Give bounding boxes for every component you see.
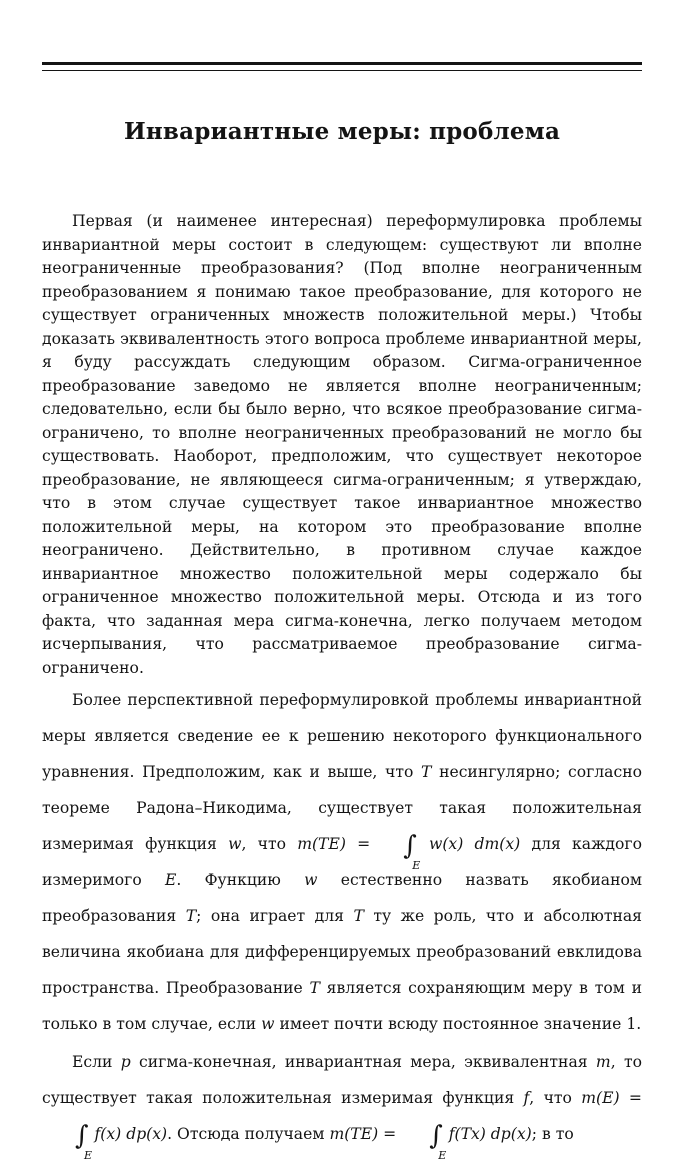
formula-transformed-rhs: f(Tx) dp(x) (448, 1125, 532, 1143)
integral-subscript-2: E (84, 1149, 93, 1162)
p2-text-7: ; она играет для (196, 907, 344, 925)
var-T: T (421, 763, 432, 781)
formula-jacobian-lhs: m(TE) = (297, 835, 371, 853)
var-w-3: w (261, 1015, 275, 1033)
p2-text-6: естественно назвать якобианом преобразования (42, 871, 642, 925)
var-T-2: T (185, 907, 197, 925)
p2-text-5: . Функцию (176, 871, 281, 889)
var-w-2: w (304, 871, 318, 889)
integral-sign-3 (399, 1121, 447, 1162)
integral-sign (373, 831, 421, 872)
paragraph-2 (42, 682, 642, 1042)
p2-text-8: ту же роль, что и абсолютная величина якобиана для дифференцируемых преобразований евклидова пространства. Преобразование (42, 907, 642, 997)
top-rule-thick (42, 62, 642, 65)
var-p: p (120, 1053, 131, 1071)
integral-glyph-2: ∫ (75, 1121, 89, 1151)
p2-text-2: несингулярно; согласно теореме Радона–Никодима, существует такая положительная измеримая функция (42, 763, 642, 853)
p2-text-1: Более перспективной переформулировкой проблемы инвариантной меры является сведение ее к решению некоторого функционального уравнения. Предположим, как и выше, что (42, 691, 642, 781)
p2-text-3: , что (241, 835, 286, 853)
var-m: m (595, 1053, 611, 1071)
p2-text-10: имеет почти всюду постоянное значение 1. (279, 1015, 642, 1033)
p3-text-1: Если (72, 1053, 113, 1071)
integral-sign-2 (45, 1121, 93, 1162)
var-E: E (164, 871, 177, 889)
paragraph-1: Первая (и наименее интересная) переформулировка проблемы инвариантной меры состоит в следующем: существуют ли вполне неограниченные преобразования? (Под вполне неограниченным преобразованием я понимаю такое преобразование, для которого не существует ограниченных множеств положительной меры.) Чтобы доказать эквивалентность этого вопроса проблеме инвариантной меры, я буду рассуждать следующим образом. Сигма-ограниченное преобразование заведомо не является вполне неограниченным; следовательно, если бы было верно, что всякое преобразование сигма-ограничено, то вполне неограниченных преобразований не могло бы существовать. Наоборот, предположим, что существует некоторое преобразование, не являющееся сигма-ограниченным; я утверждаю, что в этом случае существует такое инвариантное множество положительной меры, на котором это преобразование вполне неограничено. Действительно, в противном случае каждое инвариантное множество положительной меры содержало бы ограниченное множество положительной меры. Отсюда и из того факта, что заданная мера сигма-конечна, легко получаем методом исчерпывания, что рассматриваемое преобразование сигма-ограничено. (42, 212, 642, 677)
text-body (42, 210, 642, 1162)
var-w: w (228, 835, 242, 853)
p2-text-4: для каждого измеримого (42, 835, 642, 889)
integral-glyph: ∫ (403, 831, 417, 861)
integral-subscript: E (412, 859, 421, 872)
p3-text-3: , то существует такая положительная измеримая функция (42, 1053, 642, 1107)
p3-text-6: ; в то (531, 1125, 574, 1143)
formula-density-lhs: m(E) = (581, 1089, 642, 1107)
p3-text-2: сигма-конечная, инвариантная мера, эквивалентная (139, 1053, 588, 1071)
var-T-3: T (353, 907, 364, 925)
paragraph-3 (42, 1044, 642, 1162)
integral-glyph-3: ∫ (429, 1121, 443, 1151)
var-f: f (523, 1089, 530, 1107)
p3-text-5: . Отсюда получаем (167, 1125, 325, 1143)
top-rule-thin (42, 70, 642, 71)
formula-jacobian-rhs: w(x) dm(x) (428, 835, 521, 853)
formula-density-rhs: f(x) dp(x) (94, 1125, 168, 1143)
p2-text-9: является сохраняющим меру в том и только в том случае, если (42, 979, 642, 1033)
p3-text-4: , что (529, 1089, 572, 1107)
var-T-4: T (309, 979, 320, 997)
chapter-title: Инвариантные меры: проблема (123, 118, 561, 145)
formula-transformed-lhs: m(TE) = (329, 1125, 397, 1143)
integral-subscript-3: E (438, 1149, 447, 1162)
